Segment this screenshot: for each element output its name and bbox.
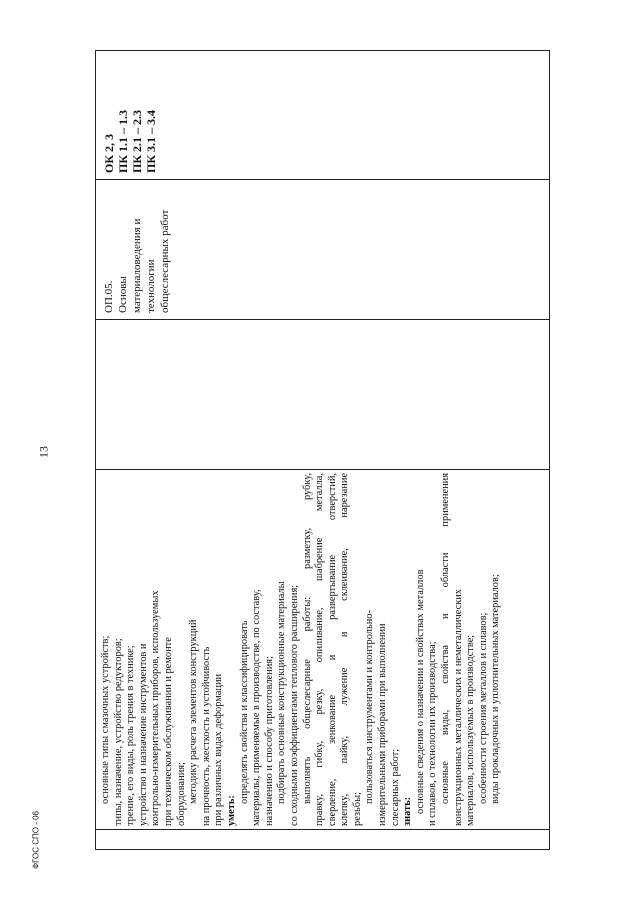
competency-code: ПК 2.1 – 2.3 (130, 109, 144, 173)
content-line: типы, назначение, устройство редукторов; (112, 638, 124, 826)
content-line: основные типы смазочных устройств; (100, 635, 111, 804)
content-line: основные сведения о назначении и свойствах металлов (414, 569, 426, 814)
content-line: назначению и способу приготовления; (263, 656, 275, 826)
competencies-column (95, 50, 550, 180)
content-column (95, 470, 550, 830)
skills-heading: уметь: (225, 795, 237, 826)
content-line: оборудования; (175, 762, 187, 826)
discipline-line: Основы (117, 276, 129, 313)
index-column (95, 830, 550, 850)
content-line: резьбы; (351, 792, 363, 826)
content-line: основные виды, свойства и области применения (440, 473, 452, 804)
content-line: виды прокладочных и уплотнительных материалов; (490, 574, 502, 804)
curriculum-table (95, 50, 550, 850)
content-line: материалы, применяемые в производстве, по составу, (251, 589, 263, 826)
discipline-line: материаловедения и (131, 218, 143, 313)
content-line: и сплавов, о технологии их производства; (427, 641, 439, 826)
content-line: материалов, используемых в производстве; (465, 634, 477, 826)
content-line: пользоваться инструментами и контрольно- (364, 610, 376, 804)
competency-code: ОК 2, 3 (102, 133, 116, 173)
content-line: на прочность, жесткость и устойчивость (200, 646, 212, 826)
document-footer: ФГОС СПО - 06 (31, 811, 41, 869)
knowledge-heading: знать: (402, 796, 414, 826)
content-line: методику расчета элементов конструкций (188, 619, 200, 804)
discipline-line: общеслесарных работ (159, 209, 171, 313)
competency-code: ПК 1.1 – 1.3 (116, 109, 130, 173)
content-line: клепку, пайку, лужение и склеивание, нарезание (339, 473, 351, 826)
hours-column-1 (95, 320, 550, 470)
content-line: трение, его виды, роль трения в технике; (125, 645, 137, 826)
discipline-line: технологии (145, 259, 157, 313)
content-line: определять свойства и классифицировать (238, 620, 250, 804)
content-line: сверление, зенкование и развертывание отверстий, (326, 473, 338, 826)
content-line: контрольно-измерительных приборов, используемых (150, 590, 162, 826)
content-line: при техническом обслуживании и ремонте (162, 637, 174, 826)
content-line: слесарных работ; (389, 748, 401, 826)
competency-code: ПК 3.1 – 3.4 (144, 109, 158, 173)
discipline-column (95, 180, 550, 320)
content-line: конструкционных металлических и неметаллических (452, 588, 464, 826)
content-line: измерительными приборами при выполнении (377, 623, 389, 826)
content-line: правку, гибку, резку, опиливание, шабрение металла, (314, 473, 326, 826)
content-line: выполнять общеслесарные работы: разметку, рубку, (301, 473, 313, 804)
content-line: при различных видах деформации (213, 673, 225, 826)
content-line: подбирать основные конструкционные материалы (276, 581, 288, 804)
page-number: 13 (36, 446, 51, 458)
content-line: особенности строения металлов и сплавов; (477, 612, 489, 804)
content-line: со сходными коэффициентами теплового расширения; (288, 584, 300, 826)
content-line: устройство и назначение инструментов и (137, 643, 149, 826)
discipline-line: ОП.05. (103, 280, 115, 313)
